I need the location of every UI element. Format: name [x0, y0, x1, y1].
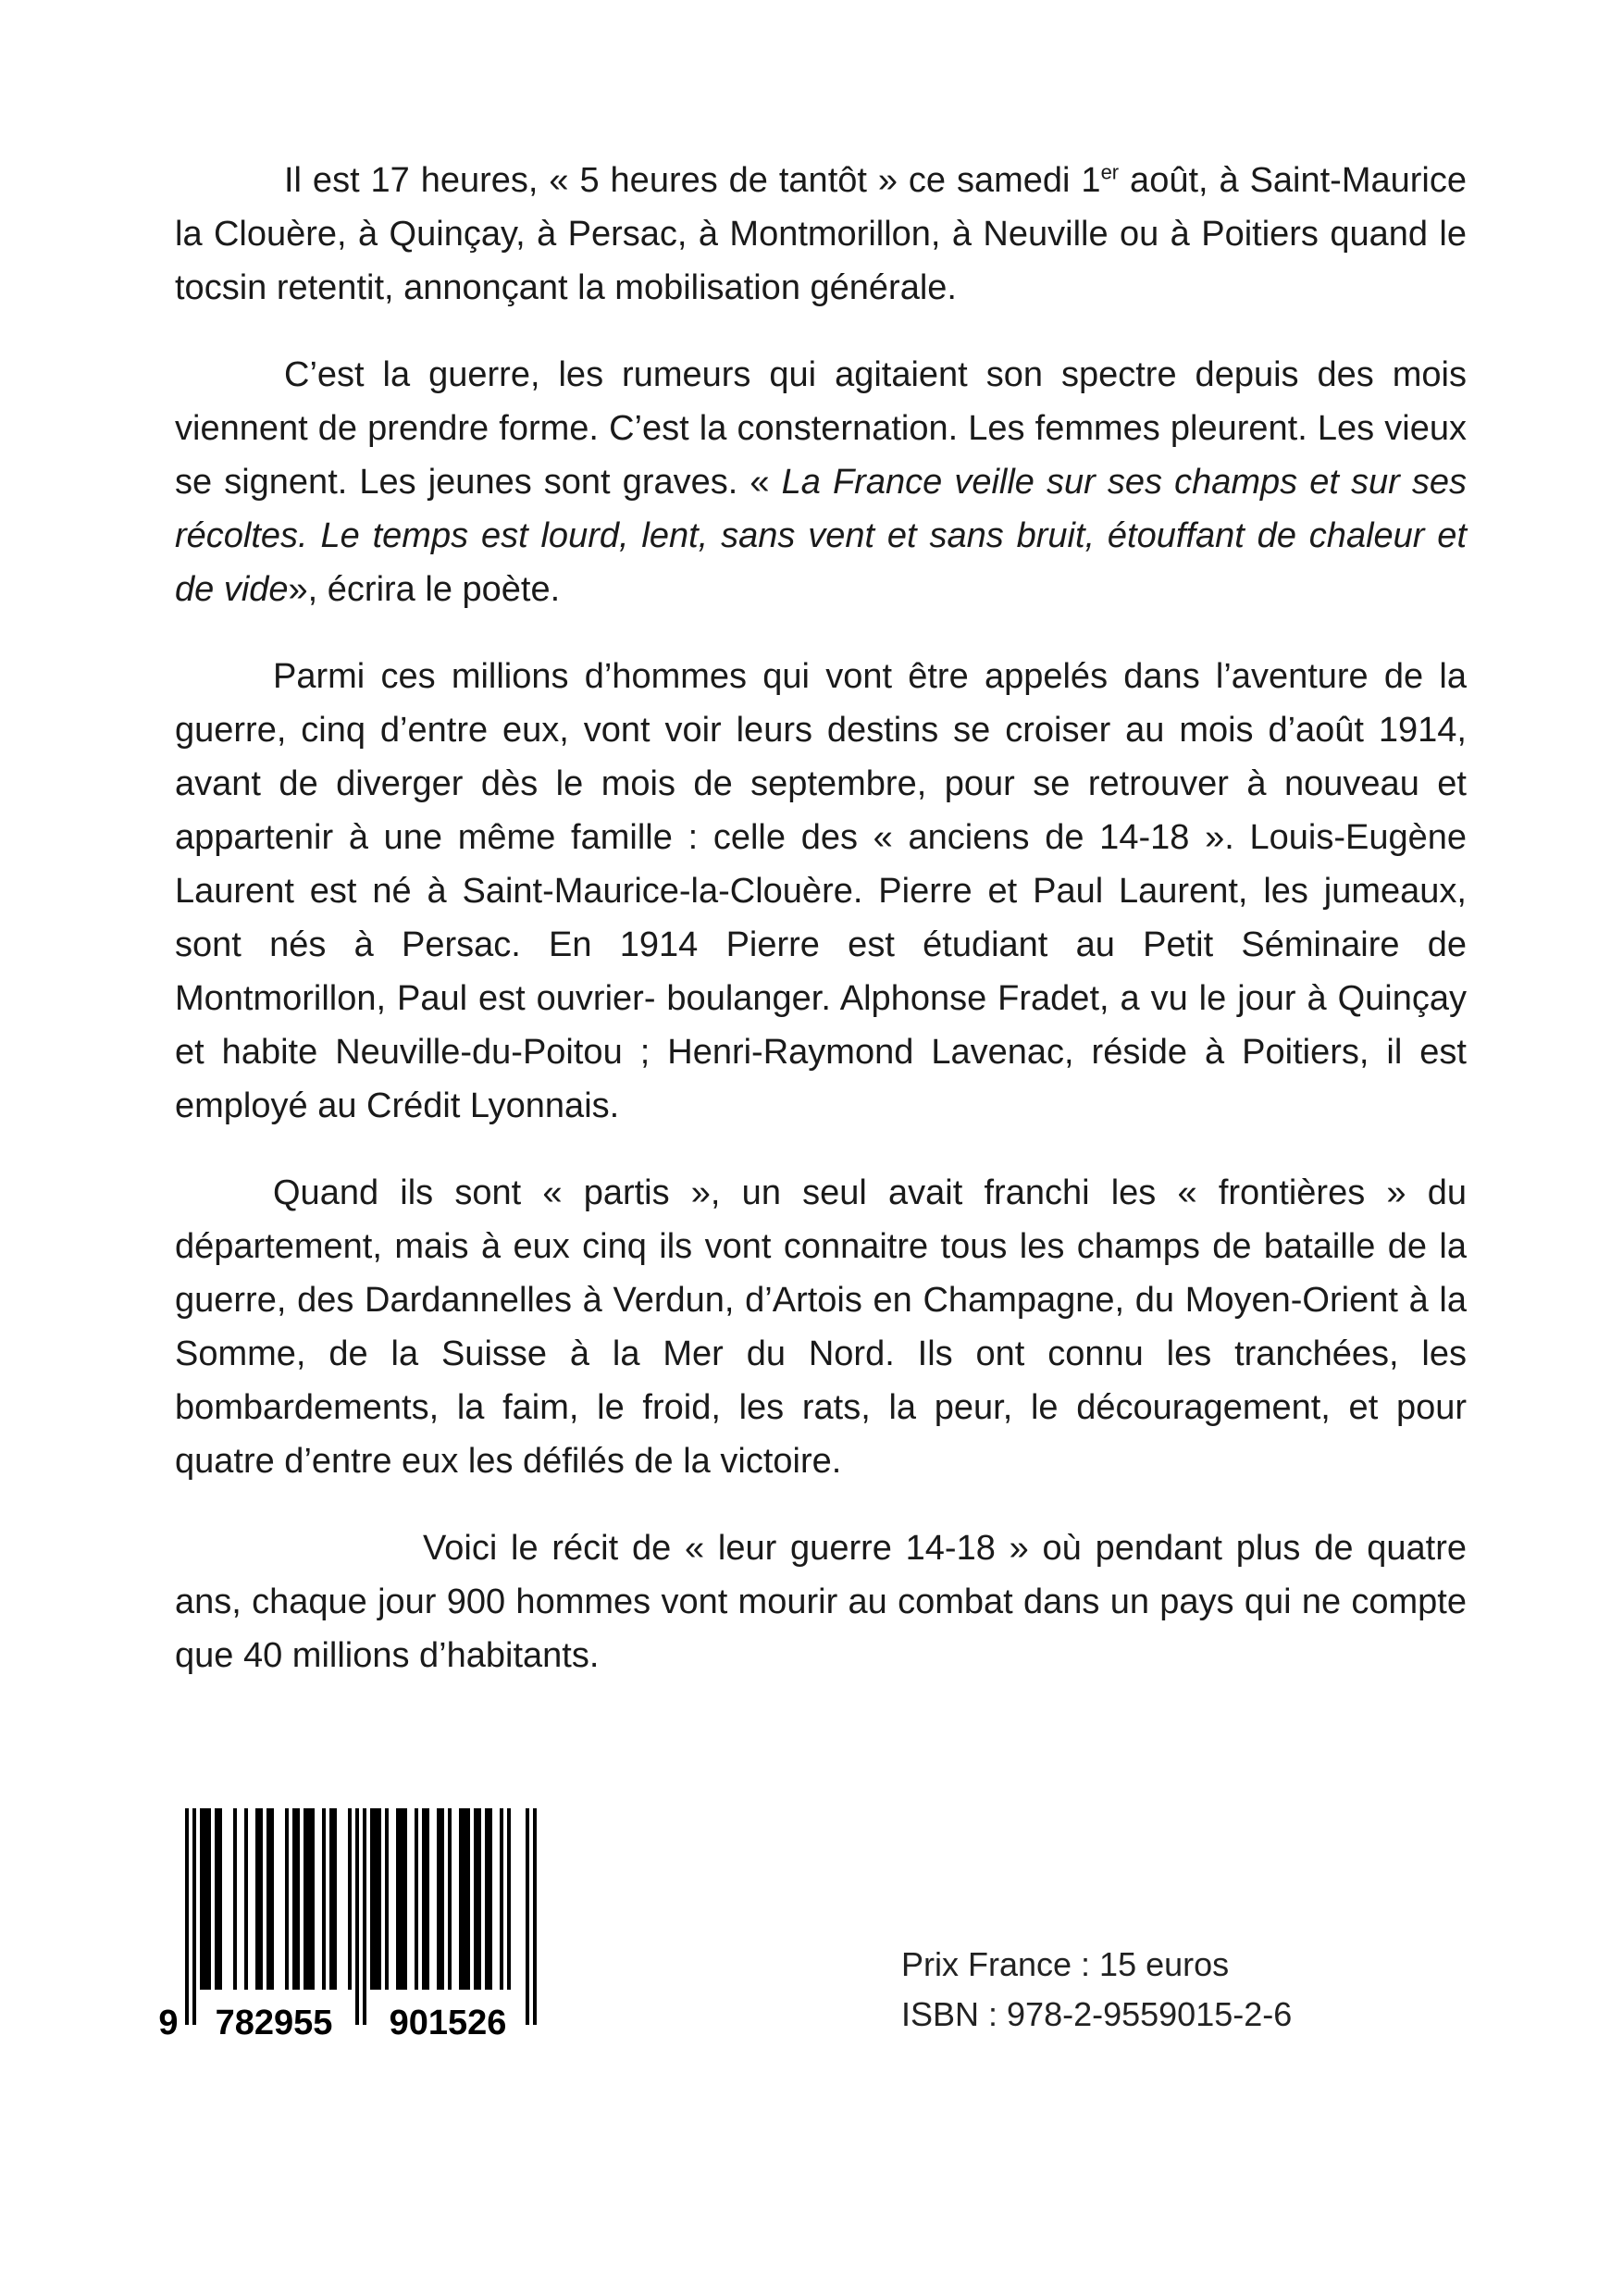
barcode-bar [415, 1808, 418, 1990]
barcode-right-digits: 901526 [389, 2004, 507, 2042]
price-info [901, 1940, 1292, 2040]
synopsis-text [175, 154, 1467, 1716]
barcode-bar [448, 1808, 452, 1990]
barcode-bar [204, 1808, 207, 1990]
barcode-bar [333, 1808, 337, 1990]
barcode-bar [489, 1808, 492, 1990]
barcode-bar [307, 1808, 311, 1990]
barcode-bar [215, 1808, 218, 1990]
barcode-bar [185, 1808, 189, 2025]
barcode-bar [463, 1808, 466, 1990]
barcode-bar [270, 1808, 274, 1990]
barcode-bar [370, 1808, 374, 1990]
barcode-bar [474, 1808, 477, 1990]
barcode-bar [207, 1808, 211, 1990]
ordinal-superscript: er [1100, 160, 1120, 184]
paragraph-5: Voici le récit de « leur guerre 14-18 » où pendant plus de quatre ans, chaque jour 900 hommes vont mourir au combat dans un pays qui ne compte que 40 millions d’habitants. [175, 1529, 1467, 1675]
barcode-bar [533, 1808, 537, 2025]
barcode-bar [292, 1808, 296, 1990]
barcode-bar [466, 1808, 470, 1990]
barcode-bar [192, 1808, 196, 2025]
barcode-bar [403, 1808, 407, 1990]
barcode-bar [255, 1808, 259, 1990]
barcode-bar [363, 1808, 366, 2025]
barcode-bar [485, 1808, 489, 1990]
barcode-bar [396, 1808, 400, 1990]
paragraph-1-text-b: août, à Saint-Maurice la Clouère, à Quinçay, à Persac, à Montmorillon, à Neuville ou à Poitiers quand le tocsin retentit, annonçant la mobilisation générale. [175, 161, 1467, 307]
barcode-first-digit: 9 [158, 2004, 179, 2042]
barcode-bar [422, 1808, 426, 1990]
barcode-bar [374, 1808, 378, 1990]
barcode-bar [329, 1808, 333, 1990]
barcode-bar [304, 1808, 307, 1990]
quote-open: « [750, 463, 782, 502]
price-line: Prix France : 15 euros [901, 1945, 1230, 1983]
barcode-bar [266, 1808, 270, 1990]
paragraph-1-text-a: Il est 17 heures, « 5 heures de tantôt » ce samedi 1 [284, 161, 1101, 200]
paragraph-2 [175, 348, 1467, 616]
barcode-bar [400, 1808, 403, 1990]
paragraph-4: Quand ils sont « partis », un seul avait franchi les « frontières » du département, mais à eux cinq ils vont connaitre tous les champs de bataille de la guerre, des Dardannelles à Verdun, d’Artois en Champagne, du Moyen-Orient à la Somme, de la Suisse à la Mer du Nord. Ils ont connu les tranchées, les bombardements, la faim, le froid, les rats, la peur, le découragement, et pour quatre d’entre eux les défilés de la victoire. [175, 1173, 1467, 1481]
isbn-barcode [155, 1803, 590, 2047]
barcode-bar [348, 1808, 352, 1990]
barcode-bar [385, 1808, 389, 1990]
barcode-bar [426, 1808, 429, 1990]
barcode-bar [477, 1808, 481, 1990]
paragraph-1 [175, 154, 1467, 315]
barcode-bar [526, 1808, 529, 2025]
barcode-bar [285, 1808, 289, 1990]
paragraph-3: Parmi ces millions d’hommes qui vont être appelés dans l’aventure de la guerre, cinq d’entre eux, vont voir leurs destins se croiser au mois d’août 1914, avant de diverger dès le mois de septembre, pour se retrouver à nouveau et appartenir à une même famille : celle des « anciens de 14-18 ». Louis-Eugène Laurent est né à Saint-Maurice-la-Clouère. Pierre et Paul Laurent, les jumeaux, sont nés à Persac. En 1914 Pierre est étudiant au Petit Séminaire de Montmorillon, Paul est ouvrier- boulanger. Alphonse Fradet, a vu le jour à Quinçay et habite Neuville-du-Poitou ; Henri-Raymond Lavenac, réside à Poitiers, il est employé au Crédit Lyonnais. [175, 657, 1467, 1125]
barcode-bar [200, 1808, 204, 1990]
barcode-bar [440, 1808, 444, 1990]
barcode-bar [437, 1808, 440, 1990]
barcode-bar [244, 1808, 248, 1990]
barcode-bar [378, 1808, 381, 1990]
barcode-bar [355, 1808, 359, 2025]
barcode-bar [459, 1808, 463, 1990]
barcode-bar [218, 1808, 222, 1990]
barcode-graphic [155, 1803, 590, 2047]
isbn-line: ISBN : 978-2-9559015-2-6 [901, 1995, 1293, 2033]
barcode-bar [233, 1808, 237, 1990]
barcode-left-digits: 782955 [215, 2004, 333, 2042]
paragraph-2-text-b: », écrira le poète. [288, 570, 561, 609]
barcode-bar [500, 1808, 503, 1990]
barcode-bar [259, 1808, 263, 1990]
paragraph-2-text-a: C’est la guerre, les rumeurs qui agitaient son spectre depuis des mois viennent de prendre forme. C’est la consternation. Les femmes pleurent. Les vieux se signent. Les jeunes sont graves. [175, 355, 1467, 502]
barcode-bar [311, 1808, 315, 1990]
barcode-bar [507, 1808, 511, 1990]
poet-quote: La France veille sur ses champs et sur ses récoltes. Le temps est lourd, lent, sans vent et sans bruit, étouffant de chaleur et de vide [175, 463, 1467, 609]
barcode-bar [296, 1808, 300, 1990]
barcode-bar [322, 1808, 326, 1990]
